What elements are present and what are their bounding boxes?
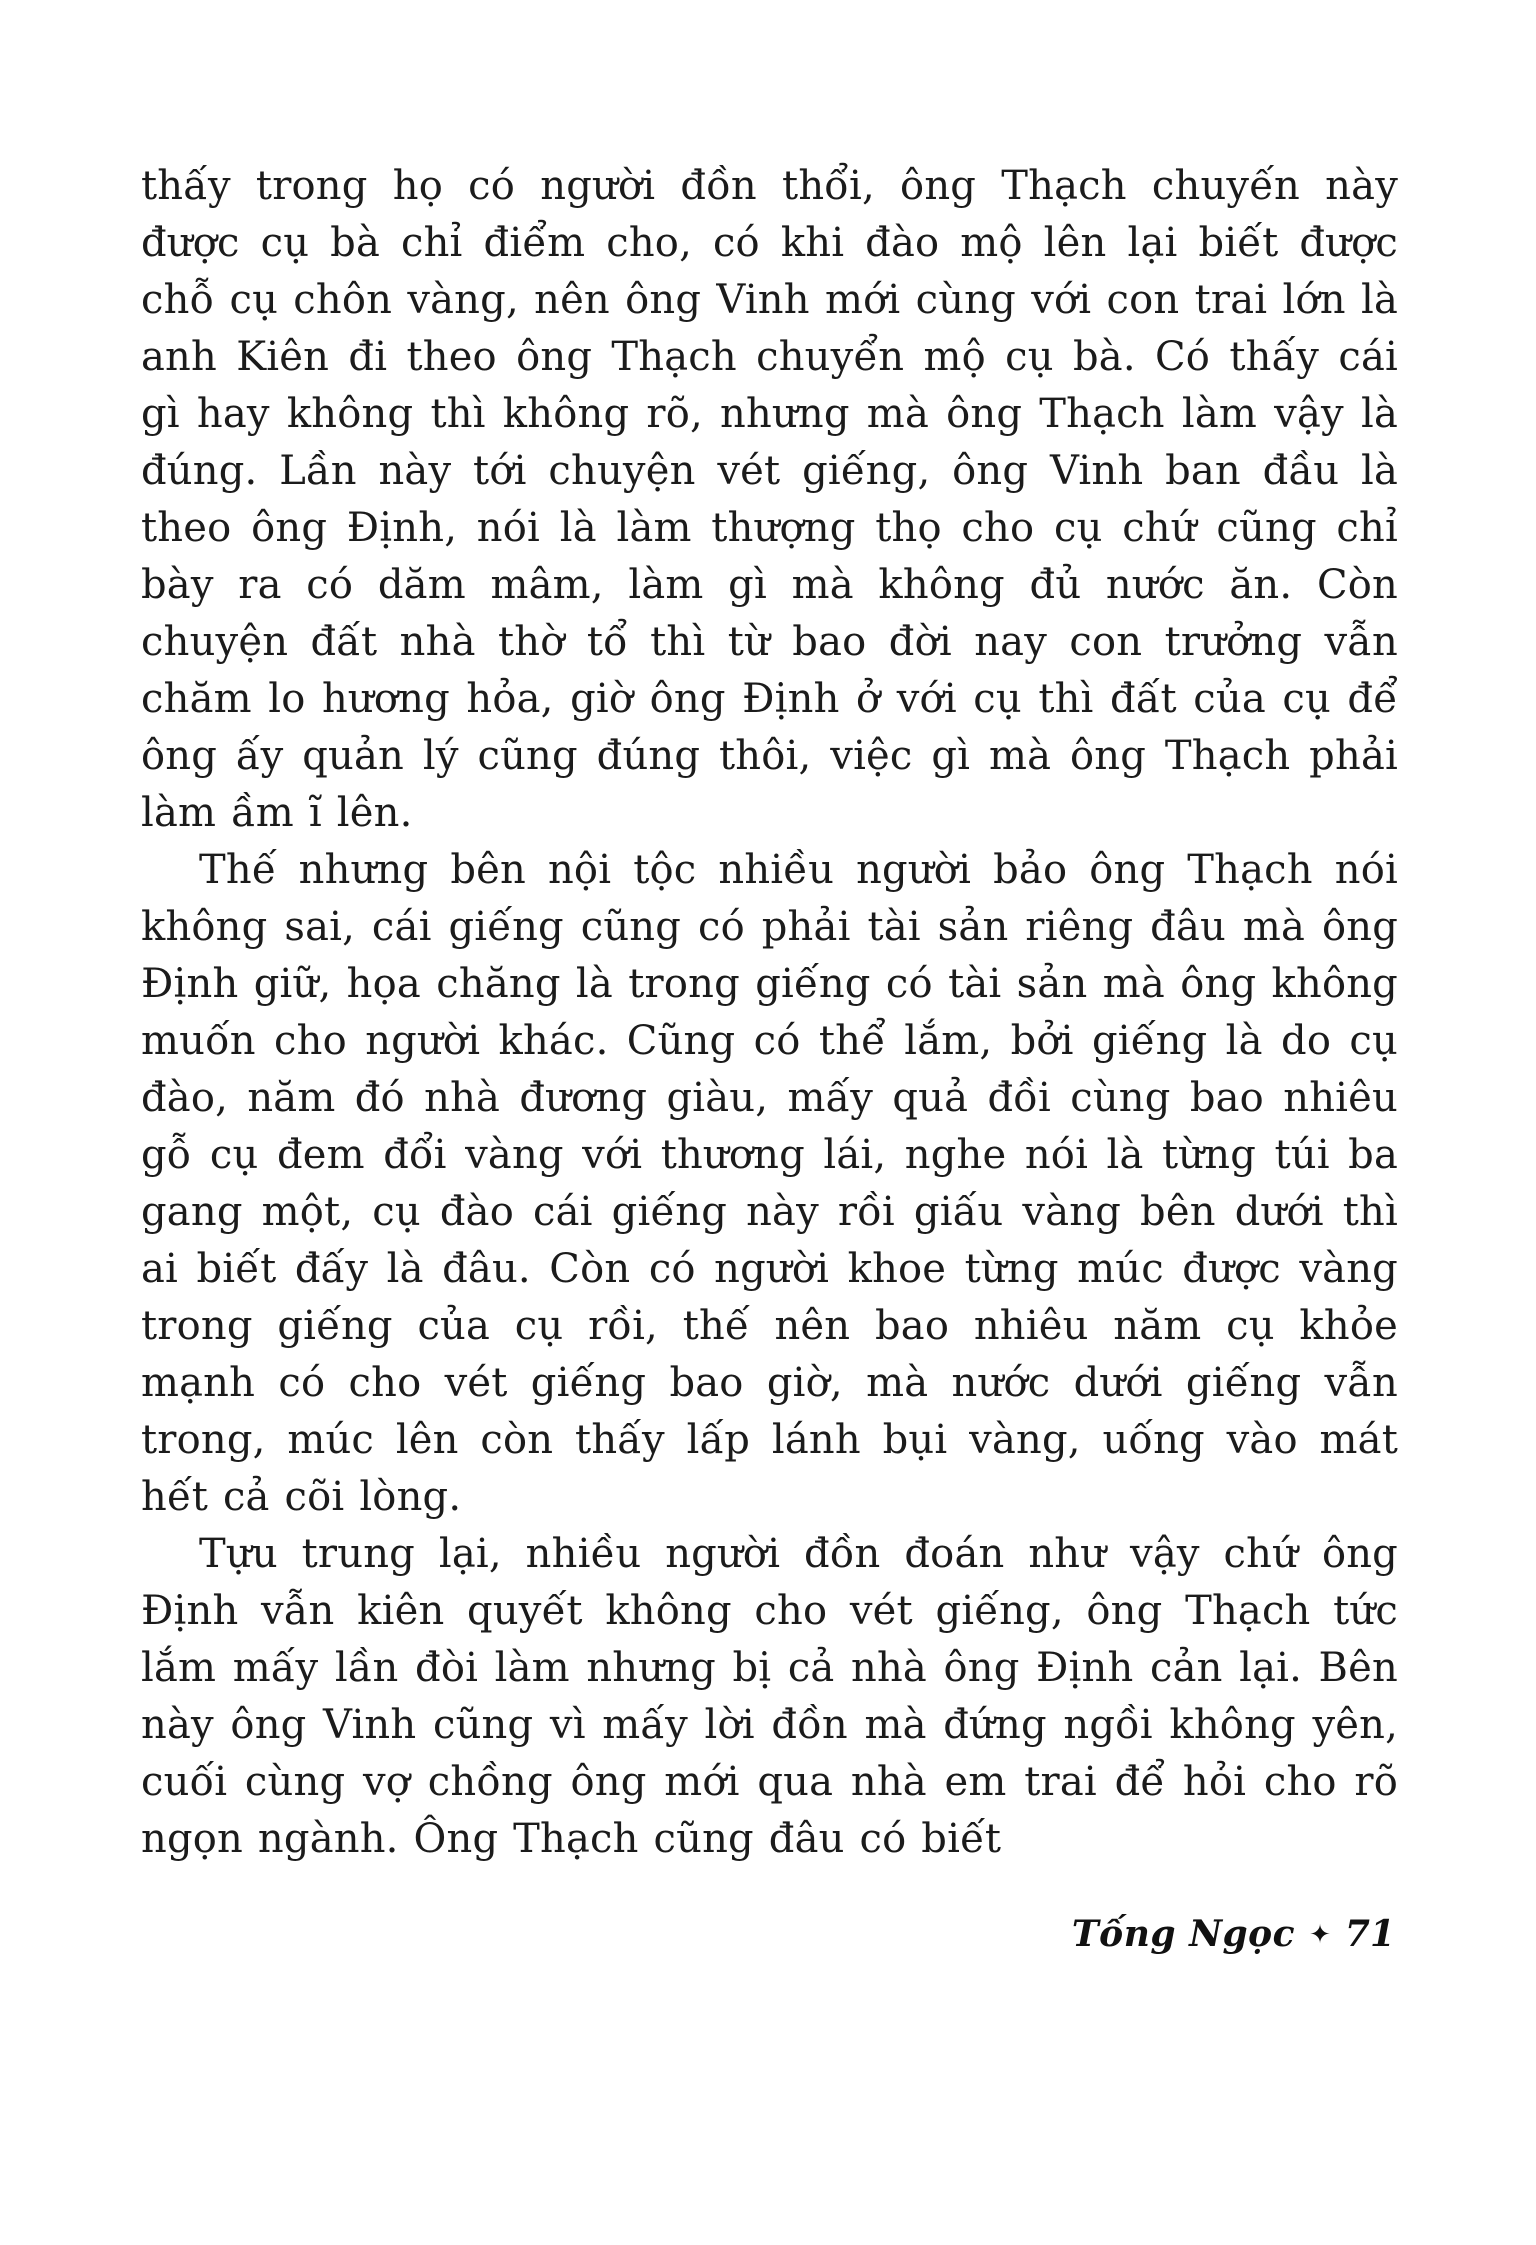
diamond-icon: ✦ — [1309, 1920, 1331, 1950]
text-block — [141, 158, 1398, 1868]
paragraph-3: Tựu trung lại, nhiều người đồn đoán như vậy chứ ông Định vẫn kiên quyết không cho vét giếng, ông Thạch tức lắm mấy lần đòi làm nhưng bị cả nhà ông Định cản lại. Bên này ông Vinh cũng vì mấy lời đồn mà đứng ngồi không yên, cuối cùng vợ chồng ông mới qua nhà em trai để hỏi cho rõ ngọn ngành. Ông Thạch cũng đâu có biết — [141, 1531, 1398, 1862]
paragraph-2: Thế nhưng bên nội tộc nhiều người bảo ông Thạch nói không sai, cái giếng cũng có phải tài sản riêng đâu mà ông Định giữ, họa chăng là trong giếng có tài sản mà ông không muốn cho người khác. Cũng có thể lắm, bởi giếng là do cụ đào, năm đó nhà đương giàu, mấy quả đồi cùng bao nhiêu gỗ cụ đem đổi vàng với thương lái, nghe nói là từng túi ba gang một, cụ đào cái giếng này rồi giấu vàng bên dưới thì ai biết đấy là đâu. Còn có người khoe từng múc được vàng trong giếng của cụ rồi, thế nên bao nhiêu năm cụ khỏe mạnh có cho vét giếng bao giờ, mà nước dưới giếng vẫn trong, múc lên còn thấy lấp lánh bụi vàng, uống vào mát hết cả cõi lòng. — [141, 847, 1398, 1520]
footer-author: Tống Ngọc — [1071, 1913, 1296, 1955]
paragraph-1: thấy trong họ có người đồn thổi, ông Thạch chuyến này được cụ bà chỉ điểm cho, có khi đào mộ lên lại biết được chỗ cụ chôn vàng, nên ông Vinh mới cùng với con trai lớn là anh Kiên đi theo ông Thạch chuyển mộ cụ bà. Có thấy cái gì hay không thì không rõ, nhưng mà ông Thạch làm vậy là đúng. Lần này tới chuyện vét giếng, ông Vinh ban đầu là theo ông Định, nói là làm thượng thọ cho cụ chứ cũng chỉ bày ra có dăm mâm, làm gì mà không đủ nước ăn. Còn chuyện đất nhà thờ tổ thì từ bao đời nay con trưởng vẫn chăm lo hương hỏa, giờ ông Định ở với cụ thì đất của cụ để ông ấy quản lý cũng đúng thôi, việc gì mà ông Thạch phải làm ầm ĩ lên. — [141, 163, 1398, 836]
footer-page-number: 71 — [1344, 1913, 1395, 1955]
page-footer — [1072, 1912, 1395, 1956]
